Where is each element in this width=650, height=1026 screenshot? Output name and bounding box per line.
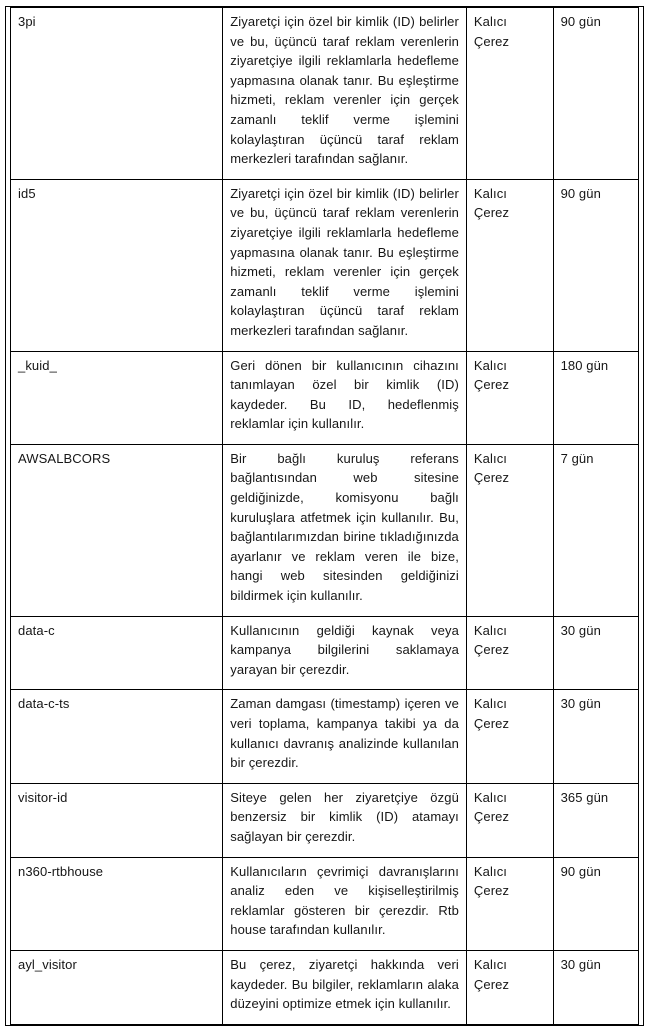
- cookie-type-cell: [466, 950, 553, 1024]
- cookie-type: Kalıcı Çerez: [473, 863, 510, 899]
- cookie-type-cell: [466, 690, 553, 783]
- cookie-description-cell: [223, 8, 467, 180]
- cookie-name-cell: [11, 950, 223, 1024]
- cookie-description: Siteye gelen her ziyaretçiye özgü benzersiz bir kimlik (ID) atamayı sağlayan bir çerezdir.: [230, 789, 459, 844]
- cookie-duration-cell: [553, 8, 638, 180]
- cookie-name: data-c: [18, 622, 55, 638]
- cookie-description: Bir bağlı kuruluş referans bağlantısından web sitesine geldiğinizde, komisyonu bağlı kuruluşlara atfetmek için kullanılır. Bu, bağlantılarımızdan birine tıkladığınızda ayarlanır ve reklam veren ile bize, hangi web sitesinden geldiğinizi bildirmek için kullanılır.: [230, 450, 459, 604]
- cookie-table-body: [11, 8, 639, 1025]
- cookie-type: Kalıcı Çerez: [473, 956, 510, 992]
- cookie-duration-cell: [553, 444, 638, 616]
- cookie-description-cell: [223, 783, 467, 857]
- cookie-description: Zaman damgası (timestamp) içeren ve veri toplama, kampanya takibi ya da kullanıcı davranış analizinde kullanılan bir çerezdir.: [230, 696, 459, 771]
- cookie-duration: 180 gün: [560, 357, 609, 373]
- cookie-type-cell: [466, 179, 553, 351]
- cookie-description: Ziyaretçi için özel bir kimlik (ID) belirler ve bu, üçüncü taraf reklam verenlerin ziyaretçiye ilgili reklamlarla hedefleme yapmasına olanak tanır. Bu eşleştirme hizmeti, reklam verenler için gerçek zamanlı teklif verme işlemini kolaylaştıran üçüncü taraf reklam merkezleri tarafından sağlanır.: [230, 14, 459, 167]
- cookie-duration: 7 gün: [560, 450, 594, 466]
- cookie-name-cell: [11, 179, 223, 351]
- cookie-duration-cell: [553, 616, 638, 690]
- cookie-type-cell: [466, 444, 553, 616]
- cookie-type-cell: [466, 857, 553, 950]
- cookie-duration: 30 gün: [560, 696, 601, 712]
- table-row: [11, 857, 639, 950]
- cookie-name: visitor-id: [18, 789, 68, 805]
- cookie-table: [10, 7, 639, 1025]
- cookie-description-cell: [223, 616, 467, 690]
- cookie-description-cell: [223, 690, 467, 783]
- cookie-description: Kullanıcıların çevrimiçi davranışlarını analiz eden ve kişiselleştirilmiş reklamlar gösteren bir çerezdir. Rtb house tarafından kullanılır.: [230, 863, 459, 938]
- cookie-type: Kalıcı Çerez: [473, 696, 510, 731]
- cookie-description-cell: [223, 179, 467, 351]
- table-row: [11, 950, 639, 1024]
- cookie-type: Kalıcı Çerez: [473, 357, 510, 393]
- cookie-description: Kullanıcının geldiği kaynak veya kampanya bilgilerini saklamaya yarayan bir çerezdir.: [230, 622, 459, 677]
- cookie-type: Kalıcı Çerez: [473, 450, 510, 486]
- cookie-description: Geri dönen bir kullanıcının cihazını tanımlayan özel bir kimlik (ID) kaydeder. Bu ID, hedeflenmiş reklamlar için kullanılır.: [230, 357, 459, 432]
- cookie-name: n360-rtbhouse: [18, 863, 104, 879]
- cookie-description: Bu çerez, ziyaretçi hakkında veri kaydeder. Bu bilgiler, reklamların alaka düzeyini optimize etmek için kullanılır.: [230, 956, 459, 1012]
- cookie-name-cell: [11, 783, 223, 857]
- cookie-type: Kalıcı Çerez: [473, 622, 510, 658]
- cookie-name-cell: [11, 690, 223, 783]
- cookie-type-cell: [466, 616, 553, 690]
- cookie-duration-cell: [553, 351, 638, 444]
- cookie-type-cell: [466, 8, 553, 180]
- cookie-duration: 365 gün: [560, 789, 609, 805]
- cookie-name-cell: [11, 616, 223, 690]
- cookie-name: data-c-ts: [18, 696, 70, 712]
- table-row: [11, 690, 639, 783]
- cookie-description: Ziyaretçi için özel bir kimlik (ID) belirler ve bu, üçüncü taraf reklam verenlerin ziyaretçiye ilgili reklamlarla hedefleme yapmasına olanak tanır. Bu eşleştirme hizmeti, reklam verenler için gerçek zamanlı teklif verme işlemini kolaylaştıran üçüncü taraf reklam merkezleri tarafından sağlanır.: [230, 185, 459, 338]
- cookie-duration-cell: [553, 179, 638, 351]
- cookie-duration-cell: [553, 950, 638, 1024]
- table-row: [11, 351, 639, 444]
- cookie-type-cell: [466, 783, 553, 857]
- cookie-description-cell: [223, 950, 467, 1024]
- cookie-name-cell: [11, 8, 223, 180]
- cookie-duration-cell: [553, 690, 638, 783]
- cookie-name: AWSALBCORS: [18, 450, 111, 466]
- cookie-type: Kalıcı Çerez: [473, 14, 510, 49]
- table-row: [11, 616, 639, 690]
- cookie-type-cell: [466, 351, 553, 444]
- cookie-name: id5: [18, 185, 36, 201]
- cookie-description-cell: [223, 444, 467, 616]
- table-row: [11, 783, 639, 857]
- cookie-name: 3pi: [18, 14, 36, 29]
- cookie-description-cell: [223, 351, 467, 444]
- cookie-name: _kuid_: [18, 357, 57, 373]
- cookie-duration-cell: [553, 857, 638, 950]
- cookie-name-cell: [11, 351, 223, 444]
- table-row: [11, 444, 639, 616]
- cookie-name-cell: [11, 857, 223, 950]
- cookie-duration: 90 gün: [560, 863, 601, 879]
- cookie-type: Kalıcı Çerez: [473, 185, 510, 221]
- cookie-name: ayl_visitor: [18, 956, 77, 972]
- cookie-description-cell: [223, 857, 467, 950]
- cookie-duration: 90 gün: [560, 185, 601, 201]
- table-row: [11, 8, 639, 180]
- cookie-duration: 30 gün: [560, 622, 601, 638]
- cookie-type: Kalıcı Çerez: [473, 789, 510, 825]
- cookie-duration: 90 gün: [560, 14, 601, 29]
- cookie-name-cell: [11, 444, 223, 616]
- table-row: [11, 179, 639, 351]
- cookie-table-outer-border: [5, 6, 644, 1026]
- cookie-duration: 30 gün: [560, 956, 601, 972]
- cookie-duration-cell: [553, 783, 638, 857]
